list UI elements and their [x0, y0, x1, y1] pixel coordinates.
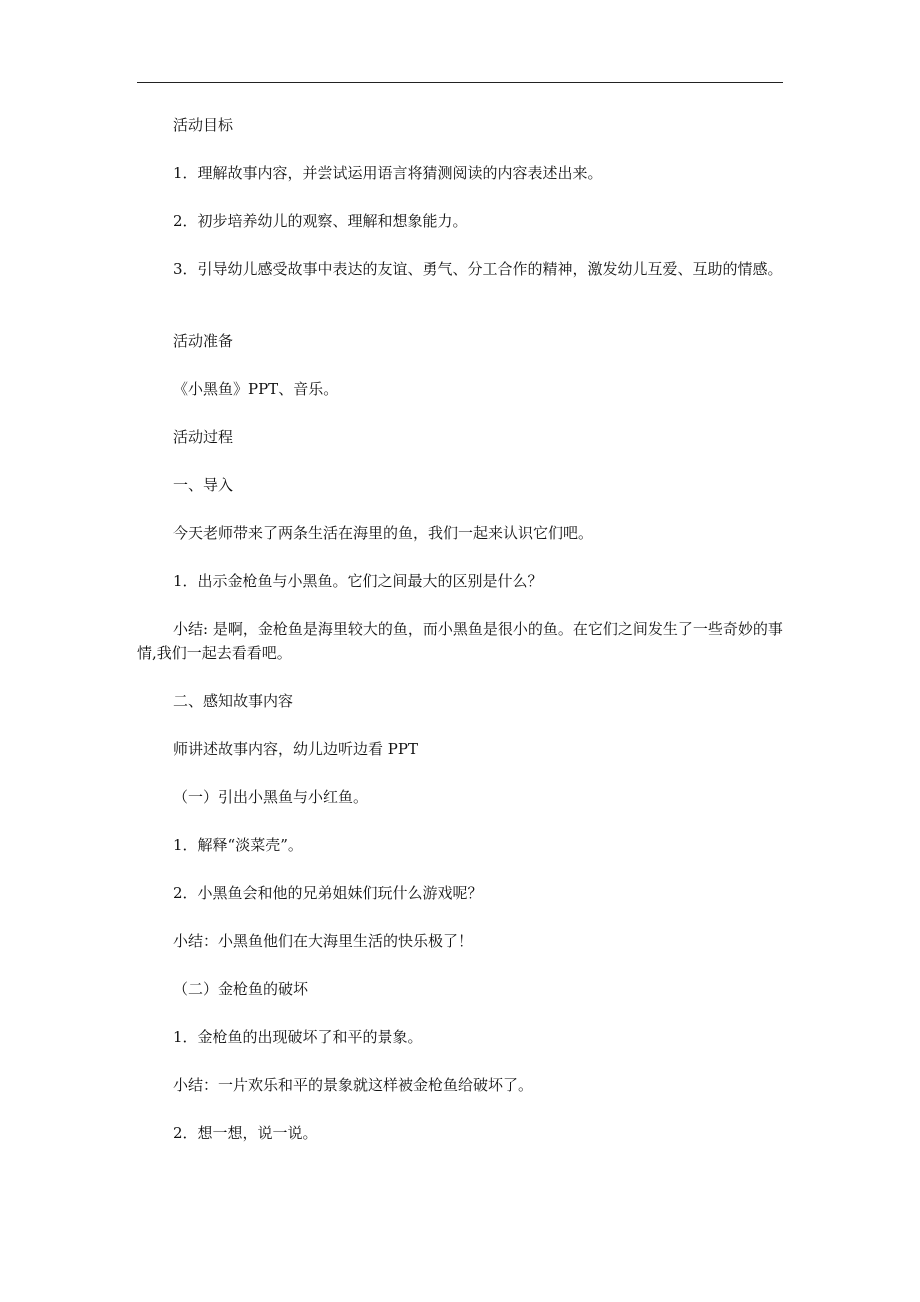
- section-heading-goals: 活动目标: [173, 116, 234, 134]
- story-item-1: 1．解释“淡菜壳”。: [173, 836, 303, 854]
- story-text: 师讲述故事内容，幼儿边听边看 PPT: [173, 740, 418, 758]
- preparation-text: 《小黑鱼》PPT、音乐。: [173, 380, 339, 398]
- intro-text: 今天老师带来了两条生活在海里的鱼，我们一起来认识它们吧。: [173, 524, 594, 542]
- header-rule: [137, 82, 783, 83]
- story-summary-1: 小结：小黑鱼他们在大海里生活的快乐极了！: [173, 932, 474, 950]
- story-subheading-1: （一）引出小黑鱼与小红鱼。: [173, 788, 369, 806]
- story-item-3: 1．金枪鱼的出现破坏了和平的景象。: [173, 1028, 423, 1046]
- story-summary-2: 小结：一片欢乐和平的景象就这样被金枪鱼给破坏了。: [173, 1076, 534, 1094]
- step-heading-story: 二、感知故事内容: [173, 692, 294, 710]
- section-heading-preparation: 活动准备: [173, 332, 234, 350]
- story-subheading-2: （二）金枪鱼的破坏: [173, 980, 309, 998]
- goal-item-2: 2．初步培养幼儿的观察、理解和想象能力。: [173, 212, 468, 230]
- goal-item-1: 1．理解故事内容，并尝试运用语言将猜测阅读的内容表述出来。: [173, 164, 603, 182]
- step-heading-intro: 一、导入: [173, 476, 234, 494]
- goal-item-3: 3．引导幼儿感受故事中表达的友谊、勇气、分工合作的精神，激发幼儿互爱、互助的情感。: [173, 260, 783, 278]
- section-heading-process: 活动过程: [173, 428, 234, 446]
- story-item-4: 2．想一想，说一说。: [173, 1124, 318, 1142]
- intro-item-1: 1．出示金枪鱼与小黑鱼。它们之间最大的区别是什么？: [173, 572, 543, 590]
- intro-summary: 小结: 是啊，金枪鱼是海里较大的鱼，而小黑鱼是很小的鱼。在它们之间发生了一些奇妙的事情,我们一起去看看吧。: [137, 620, 783, 662]
- story-item-2: 2．小黑鱼会和他的兄弟姐妹们玩什么游戏呢？: [173, 884, 483, 902]
